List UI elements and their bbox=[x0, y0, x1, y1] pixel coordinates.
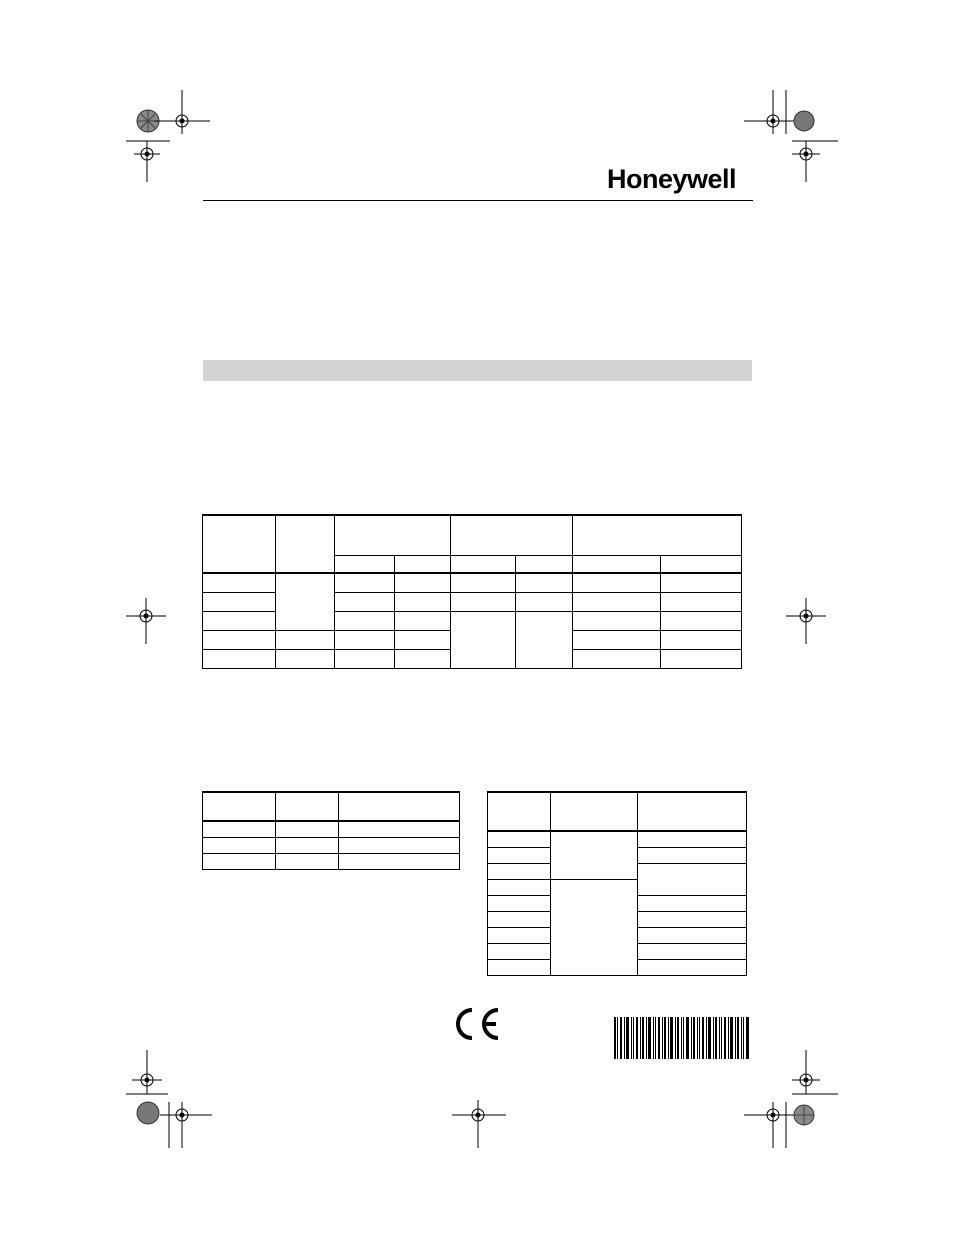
table-cell bbox=[203, 792, 276, 821]
table-cell bbox=[275, 853, 339, 869]
ce-mark-icon bbox=[452, 1006, 502, 1042]
table-cell bbox=[335, 515, 450, 555]
table-cell bbox=[573, 649, 660, 668]
section-header-bar bbox=[203, 360, 752, 381]
table-row bbox=[203, 853, 460, 869]
table-cell bbox=[339, 792, 460, 821]
table-cell bbox=[275, 821, 339, 837]
table-header-row bbox=[203, 792, 460, 821]
table-cell bbox=[339, 853, 460, 869]
table-cell bbox=[276, 630, 335, 649]
table-cell bbox=[638, 943, 747, 959]
table-cell bbox=[516, 555, 573, 573]
registration-crosshair-icon bbox=[740, 1050, 840, 1150]
table-cell bbox=[203, 630, 276, 649]
table-cell bbox=[488, 959, 551, 975]
table-cell bbox=[203, 837, 276, 853]
table-cell bbox=[550, 792, 638, 831]
table-cell bbox=[203, 515, 276, 573]
table-cell bbox=[488, 831, 551, 847]
table-row bbox=[203, 573, 742, 592]
spec-table-main bbox=[202, 514, 742, 669]
registration-crosshair-icon bbox=[126, 1050, 216, 1150]
table-cell bbox=[450, 555, 515, 573]
spec-table-left bbox=[202, 791, 460, 870]
table-cell bbox=[394, 649, 450, 668]
table-cell bbox=[450, 515, 572, 555]
table-row bbox=[203, 821, 460, 837]
table-cell bbox=[550, 831, 638, 879]
table-cell bbox=[335, 630, 394, 649]
table-cell bbox=[394, 630, 450, 649]
table-cell bbox=[203, 649, 276, 668]
table-cell bbox=[638, 959, 747, 975]
header-rule bbox=[203, 200, 753, 201]
table-cell bbox=[660, 573, 741, 592]
table-cell bbox=[203, 853, 276, 869]
table-cell bbox=[335, 555, 394, 573]
table-cell bbox=[573, 515, 742, 555]
table-cell bbox=[335, 592, 394, 611]
table-cell bbox=[638, 863, 747, 895]
table-cell bbox=[335, 573, 394, 592]
table-cell bbox=[203, 592, 276, 611]
table-cell bbox=[488, 863, 551, 879]
table-cell bbox=[573, 555, 660, 573]
honeywell-logo: Honeywell bbox=[607, 164, 737, 194]
table-header-row bbox=[203, 515, 742, 555]
table-cell bbox=[275, 837, 339, 853]
registration-crosshair-icon bbox=[126, 90, 216, 185]
table-cell bbox=[450, 611, 515, 668]
table-cell bbox=[660, 630, 741, 649]
table-cell bbox=[516, 592, 573, 611]
table-cell bbox=[550, 879, 638, 975]
table-cell bbox=[573, 611, 660, 630]
table-cell bbox=[488, 927, 551, 943]
table-cell bbox=[394, 611, 450, 630]
registration-crosshair-icon bbox=[126, 598, 166, 644]
table-cell bbox=[335, 649, 394, 668]
table-cell bbox=[339, 821, 460, 837]
table-cell bbox=[394, 573, 450, 592]
table-cell bbox=[488, 911, 551, 927]
table-cell bbox=[394, 555, 450, 573]
table-cell bbox=[638, 847, 747, 863]
table-cell bbox=[335, 611, 394, 630]
table-cell bbox=[276, 515, 335, 573]
table-cell bbox=[203, 821, 276, 837]
table-row bbox=[488, 831, 747, 847]
table-cell bbox=[638, 895, 747, 911]
table-cell bbox=[488, 879, 551, 895]
table-cell bbox=[488, 847, 551, 863]
table-cell bbox=[275, 792, 339, 821]
spec-table-right bbox=[487, 791, 747, 976]
table-cell bbox=[660, 649, 741, 668]
table-cell bbox=[450, 573, 515, 592]
table-cell bbox=[573, 630, 660, 649]
table-header-row bbox=[488, 792, 747, 831]
barcode-icon bbox=[614, 1017, 749, 1059]
table-cell bbox=[516, 573, 573, 592]
table-cell bbox=[488, 943, 551, 959]
registration-crosshair-icon bbox=[740, 90, 840, 185]
registration-crosshair-icon bbox=[786, 598, 826, 644]
table-cell bbox=[450, 592, 515, 611]
table-cell bbox=[203, 611, 276, 630]
table-cell bbox=[488, 792, 551, 831]
table-cell bbox=[660, 611, 741, 630]
table-cell bbox=[638, 831, 747, 847]
table-cell bbox=[638, 911, 747, 927]
table-cell bbox=[516, 611, 573, 668]
table-cell bbox=[203, 573, 276, 592]
table-cell bbox=[660, 592, 741, 611]
table-cell bbox=[638, 792, 747, 831]
table-cell bbox=[638, 927, 747, 943]
registration-crosshair-icon bbox=[452, 1100, 506, 1148]
table-cell bbox=[339, 837, 460, 853]
table-cell bbox=[276, 649, 335, 668]
table-cell bbox=[394, 592, 450, 611]
table-cell bbox=[660, 555, 741, 573]
table-cell bbox=[276, 573, 335, 630]
table-cell bbox=[573, 592, 660, 611]
table-row bbox=[203, 837, 460, 853]
table-cell bbox=[573, 573, 660, 592]
table-cell bbox=[488, 895, 551, 911]
